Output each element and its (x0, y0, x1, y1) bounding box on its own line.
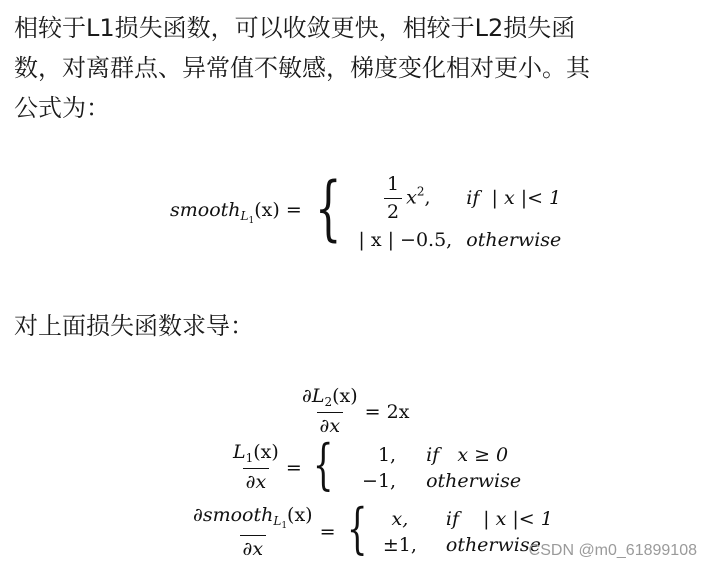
cases-brace: { (312, 432, 334, 496)
cases-brace: { (314, 167, 342, 250)
l1-derivative-equation: $\frac{L_1(x)}{\partial x}$ = { 1, if x ≥ 0 −1, otherwise (226, 442, 521, 493)
smooth-lhs (170, 199, 302, 226)
l2-derivative-fraction: $\frac{\partial L_2(x)}{\partial x}$ (302, 385, 358, 438)
csdn-watermark: CSDN @m0_61899108 (528, 542, 697, 559)
smooth-l1-derivative-equation: $\frac{\partial smooth_{L_1}(x)}{\partial x}$ = { x, if | x |< 1 ±1, otherwise (186, 505, 553, 560)
smooth-l1-equation (170, 167, 562, 251)
smooth-arg: (x) (254, 198, 280, 221)
smooth-func: smooth (170, 198, 241, 221)
smooth-derivative-case-1: x, if | x |< 1 (391, 508, 553, 531)
smooth-case-1: $\frac{1}{2}$ $x^2$, if | x |< 1 (356, 174, 561, 223)
l2-derivative-equation (295, 386, 409, 437)
derivative-intro: 对上面损失函数求导： (14, 312, 254, 340)
intro-line-3: 公式为： (14, 94, 110, 122)
l1-derivative-fraction: $\frac{L_1(x)}{\partial x}$ (233, 441, 279, 494)
smooth-derivative-fraction: $\frac{\partial smooth_{L_1}(x)}{\partial x}$ (193, 504, 313, 560)
smooth-eq: = (285, 198, 302, 221)
smooth-case-2-cond: otherwise (466, 228, 562, 251)
l2-derivative-rhs: = 2x (364, 400, 410, 423)
intro-paragraph (14, 8, 700, 128)
intro-line-2: 数，对离群点、异常值不敏感，梯度变化相对更小。其 (14, 54, 590, 82)
smooth-sub: L1 (240, 208, 255, 226)
smooth-cases (356, 174, 561, 251)
smooth-derivative-cases (378, 508, 553, 556)
l1-derivative-case-2: −1, otherwise (362, 469, 522, 492)
cases-brace: { (346, 497, 368, 561)
l1-derivative-cases (344, 444, 521, 492)
smooth-case-1-cond: if | x |< 1 (466, 187, 562, 210)
half-fraction: $\frac{1}{2}$ (384, 174, 402, 223)
smooth-case-2: | x | −0.5, otherwise (358, 228, 562, 251)
l1-derivative-case-1: 1, if x ≥ 0 (377, 443, 509, 466)
smooth-derivative-case-2: ±1, otherwise (382, 534, 541, 557)
intro-line-1: 相较于L1损失函数，可以收敛更快，相较于L2损失函 (14, 14, 576, 42)
